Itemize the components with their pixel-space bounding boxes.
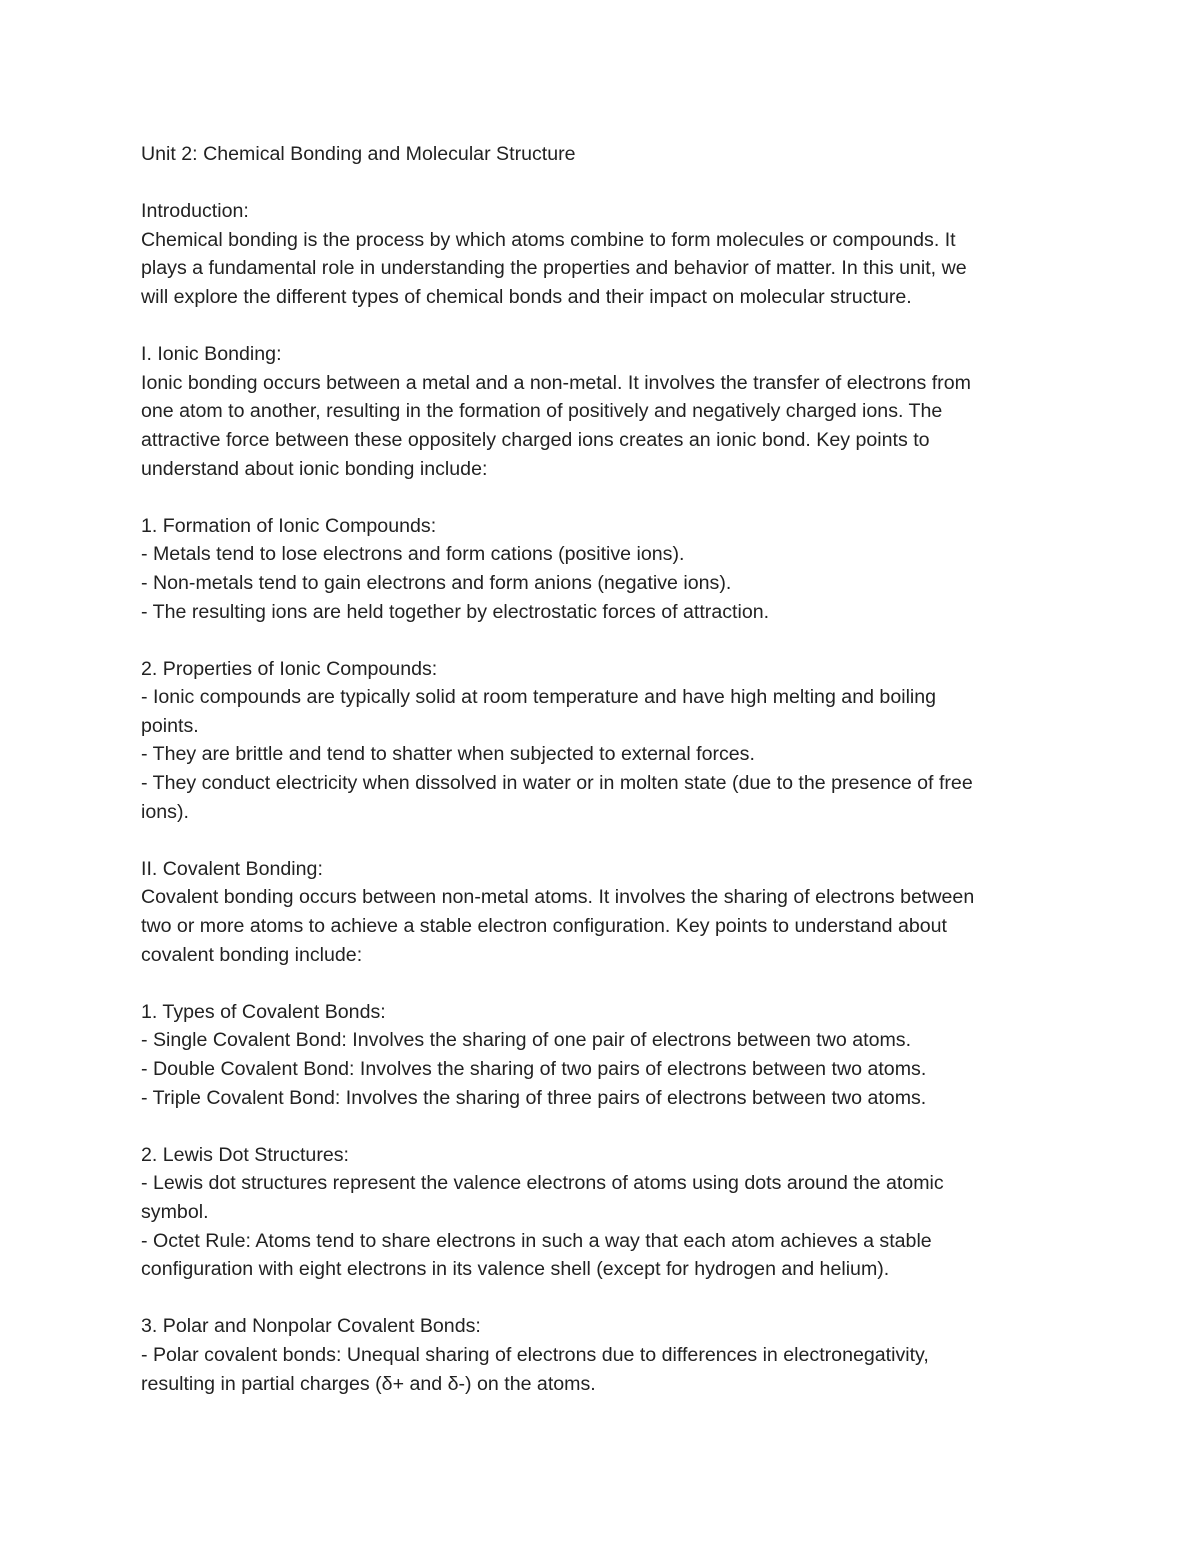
covalent-heading: II. Covalent Bonding: — [141, 857, 323, 880]
lewis-bullet: - Lewis dot structures represent the valence electrons of atoms using dots around the atomic — [141, 1172, 944, 1195]
spacer — [141, 626, 1081, 655]
intro-line: Chemical bonding is the process by which atoms combine to form molecules or compounds. It — [141, 228, 956, 251]
ionic-formation-bullet: - Non-metals tend to gain electrons and form anions (negative ions). — [141, 571, 732, 594]
ionic-line: attractive force between these oppositely charged ions creates an ionic bond. Key points to — [141, 428, 930, 451]
ionic-properties-bullet: - They conduct electricity when dissolved in water or in molten state (due to the presence of free — [141, 772, 973, 795]
lewis-bullet: - Octet Rule: Atoms tend to share electrons in such a way that each atom achieves a stable — [141, 1229, 932, 1252]
ionic-line: Ionic bonding occurs between a metal and a non-metal. It involves the transfer of electrons from — [141, 371, 971, 394]
ionic-formation-bullet: - The resulting ions are held together by electrostatic forces of attraction. — [141, 600, 770, 623]
spacer — [141, 1112, 1081, 1141]
ionic-properties-bullet: - Ionic compounds are typically solid at room temperature and have high melting and boiling — [141, 686, 937, 709]
polar-heading: 3. Polar and Nonpolar Covalent Bonds: — [141, 1315, 481, 1338]
ionic-line: one atom to another, resulting in the formation of positively and negatively charged ions. The — [141, 400, 943, 423]
lewis-heading: 2. Lewis Dot Structures: — [141, 1143, 349, 1166]
covalent-types-bullet: - Single Covalent Bond: Involves the sharing of one pair of electrons between two atoms. — [141, 1029, 912, 1052]
ionic-properties-bullet: - They are brittle and tend to shatter when subjected to external forces. — [141, 743, 755, 766]
intro-line: plays a fundamental role in understanding the properties and behavior of matter. In this unit, we — [141, 257, 967, 280]
lewis-bullet: configuration with eight electrons in its valence shell (except for hydrogen and helium). — [141, 1258, 890, 1281]
ionic-formation-bullet: - Metals tend to lose electrons and form cations (positive ions). — [141, 543, 685, 566]
covalent-types-heading: 1. Types of Covalent Bonds: — [141, 1000, 386, 1023]
ionic-properties-bullet: ions). — [141, 800, 189, 823]
intro-heading: Introduction: — [141, 200, 249, 223]
covalent-types-bullet: - Triple Covalent Bond: Involves the sharing of three pairs of electrons between two atoms. — [141, 1086, 927, 1109]
spacer — [141, 1284, 1081, 1313]
document-title: Unit 2: Chemical Bonding and Molecular Structure — [141, 143, 576, 165]
spacer — [141, 169, 1081, 198]
ionic-properties-bullet: points. — [141, 714, 199, 737]
ionic-formation-heading: 1. Formation of Ionic Compounds: — [141, 514, 437, 537]
polar-bullet: - Polar covalent bonds: Unequal sharing of electrons due to differences in electronegativity, — [141, 1343, 929, 1366]
covalent-line: two or more atoms to achieve a stable electron configuration. Key points to understand about — [141, 915, 947, 938]
covalent-line: Covalent bonding occurs between non-metal atoms. It involves the sharing of electrons between — [141, 886, 975, 909]
polar-bullet: resulting in partial charges (δ+ and δ-) on the atoms. — [141, 1372, 596, 1395]
spacer — [141, 826, 1081, 855]
document-page — [141, 140, 1081, 1398]
ionic-line: understand about ionic bonding include: — [141, 457, 488, 480]
covalent-types-bullet: - Double Covalent Bond: Involves the sharing of two pairs of electrons between two atoms. — [141, 1058, 927, 1080]
ionic-heading: I. Ionic Bonding: — [141, 343, 282, 366]
covalent-line: covalent bonding include: — [141, 943, 363, 966]
spacer — [141, 312, 1081, 341]
lewis-bullet: symbol. — [141, 1200, 209, 1223]
ionic-properties-heading: 2. Properties of Ionic Compounds: — [141, 657, 438, 680]
spacer — [141, 969, 1081, 998]
intro-line: will explore the different types of chemical bonds and their impact on molecular structure. — [141, 285, 912, 308]
spacer — [141, 483, 1081, 512]
